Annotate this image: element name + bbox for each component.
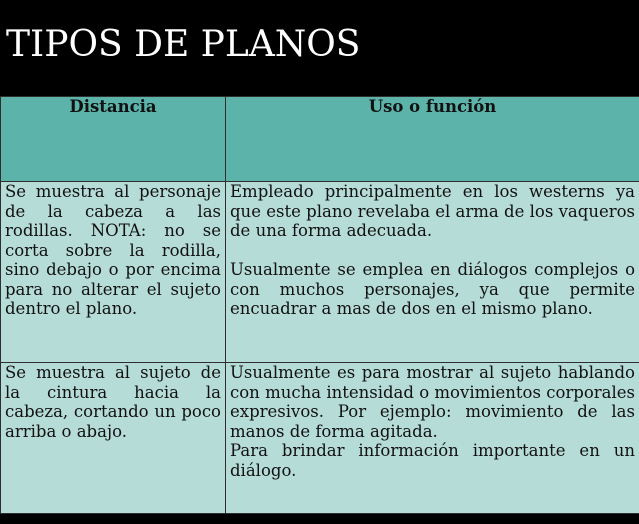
distance-text: Se muestra al personaje de la cabeza a las rodillas. NOTA: no se corta sobre la rodilla, sino debajo o por encima para no alterar el sujeto dentro el plano. [5,182,221,318]
use-paragraph: Empleado principalmente en los westerns ya que este plano revelaba el arma de los vaqueros de una forma adecuada. [230,182,635,240]
cell-distance [1,363,226,514]
use-paragraph: Usualmente se emplea en diálogos complejos o con muchos personajes, ya que permite encuadrar a mas de dos en el mismo plano. [230,260,635,318]
table-row [1,363,639,514]
use-paragraph: Usualmente es para mostrar al sujeto hablando con mucha intensidad o movimientos corporales expresivos. Por ejemplo: movimiento de las manos de forma agitada. [230,363,635,441]
cell-use [226,182,639,363]
header-distance: Distancia [1,97,226,182]
shot-types-table [0,96,639,514]
title-bar [0,0,639,97]
paragraph-gap [230,241,635,261]
cell-use [226,363,639,514]
use-paragraph: Para brindar información importante en un diálogo. [230,441,635,480]
table-row [1,182,639,363]
cell-distance [1,182,226,363]
distance-text: Se muestra al sujeto de la cintura hacia la cabeza, cortando un poco arriba o abajo. [5,363,221,441]
header-use: Uso o función [226,97,639,182]
table-header-row [1,97,639,182]
page-title: TIPOS DE PLANOS [6,24,361,65]
